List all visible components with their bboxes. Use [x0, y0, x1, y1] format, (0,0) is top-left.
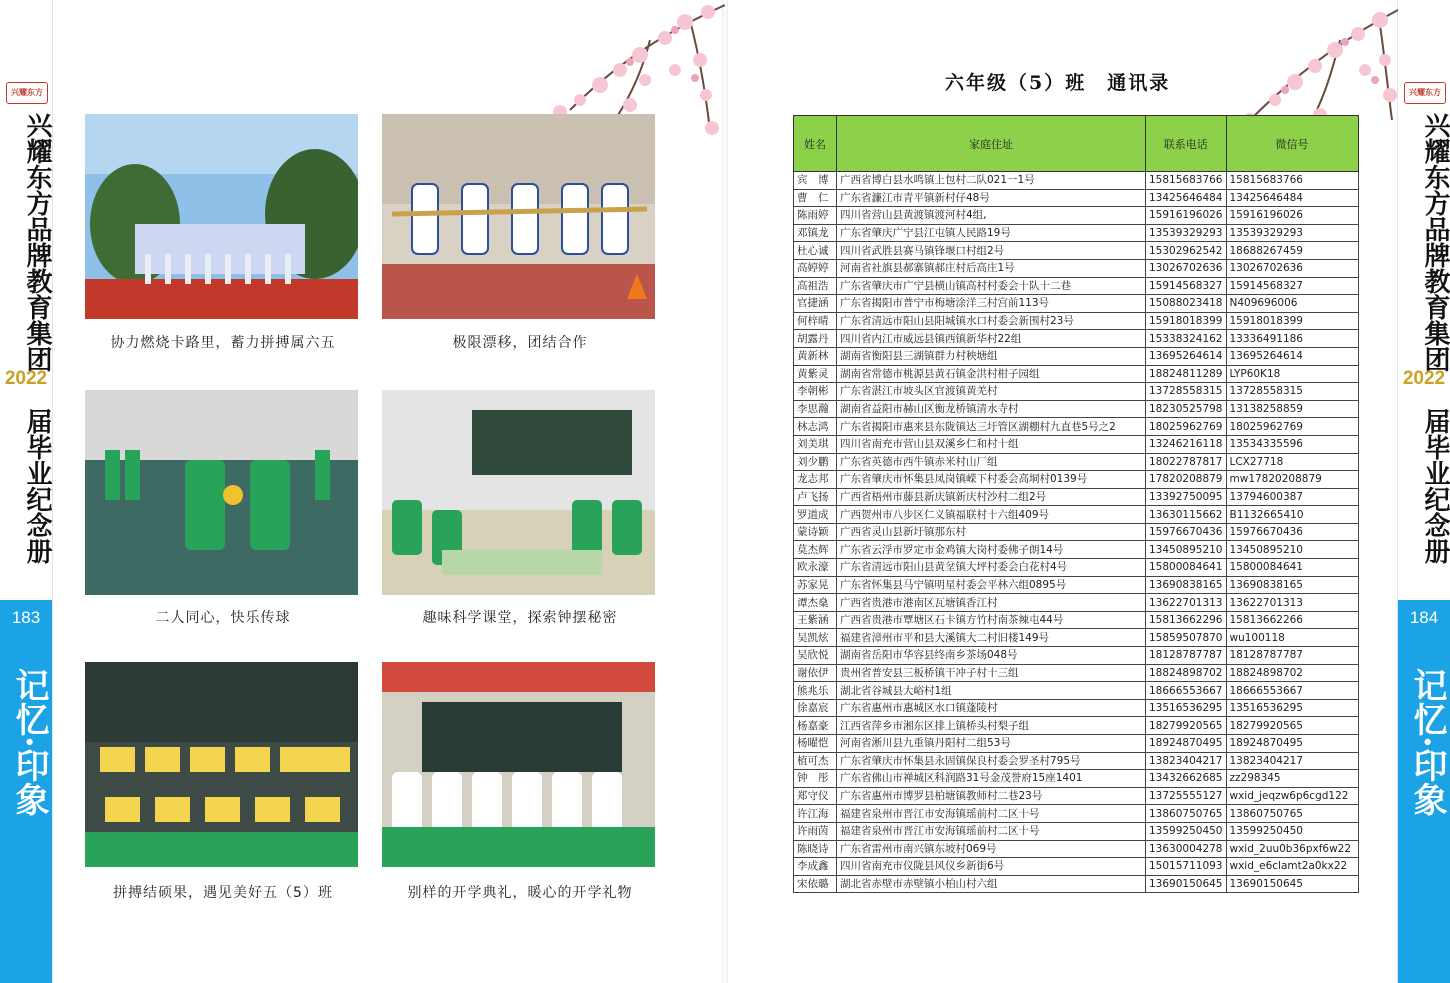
- phone-number: 13392750095: [1146, 488, 1227, 506]
- table-header-row: [794, 116, 1359, 172]
- home-address: 贵州省普安县三板桥镇干冲子村十三组: [837, 664, 1146, 682]
- student-name: 吴凯炫: [794, 629, 837, 647]
- phone-number: 15800084641: [1146, 559, 1227, 577]
- table-row: [794, 594, 1359, 612]
- wechat-id: LYP60K18: [1226, 365, 1358, 383]
- phone-number: 18666553667: [1146, 682, 1227, 700]
- student-name: 邓镇龙: [794, 224, 837, 242]
- wechat-id: 18924870495: [1226, 735, 1358, 753]
- home-address: 广东省清远市阳山县黄坌镇大坪村委会白花村4号: [837, 559, 1146, 577]
- student-name: 高婷婷: [794, 259, 837, 277]
- student-name: 刘美琪: [794, 435, 837, 453]
- phone-number: 13516536295: [1146, 699, 1227, 717]
- student-name: 宋依璐: [794, 875, 837, 893]
- table-row: [794, 330, 1359, 348]
- home-address: 广西省灵山县新圩镇那东村: [837, 523, 1146, 541]
- home-address: 江西省萍乡市湘东区排上镇桥头村梨子组: [837, 717, 1146, 735]
- header-wechat: 微信号: [1226, 116, 1358, 172]
- home-address: 广东省揭阳市普宁市梅塘涂洋三村宫前113号: [837, 295, 1146, 313]
- phone-number: 13690838165: [1146, 576, 1227, 594]
- table-row: [794, 242, 1359, 260]
- student-name: 杨嘉豪: [794, 717, 837, 735]
- photo-ball-passing: [85, 390, 358, 595]
- table-row: [794, 682, 1359, 700]
- home-address: 广东省肇庆市怀集县凤岗镇嵘下村委会高垌村0139号: [837, 471, 1146, 489]
- phone-number: 15859507870: [1146, 629, 1227, 647]
- table-row: [794, 647, 1359, 665]
- directory-title: 六年级（5）班 通讯录: [945, 72, 1171, 94]
- home-address: 广东省揭阳市惠来县东陇镇达三圩管区湖棚村九直巷5号之2: [837, 418, 1146, 436]
- home-address: 福建省泉州市晋江市安海镇瑶前村二区十号: [837, 805, 1146, 823]
- year-label: 2022: [1402, 368, 1446, 389]
- home-address: 广东省英德市西牛镇赤米村山厂组: [837, 453, 1146, 471]
- phone-number: 13860750765: [1146, 805, 1227, 823]
- edition-label: 届毕业纪念册: [22, 408, 52, 564]
- phone-number: 15916196026: [1146, 207, 1227, 225]
- photo-caption: 趣味科学课堂，探索钟摆秘密: [422, 610, 618, 626]
- page-number: 184: [1409, 608, 1439, 627]
- wechat-id: 13695264614: [1226, 347, 1358, 365]
- wechat-id: 13860750765: [1226, 805, 1358, 823]
- table-row: [794, 295, 1359, 313]
- phone-number: 18025962769: [1146, 418, 1227, 436]
- student-name: 杜心诚: [794, 242, 837, 260]
- student-name: 黄新林: [794, 347, 837, 365]
- table-row: [794, 347, 1359, 365]
- table-row: [794, 735, 1359, 753]
- home-address: 四川省南充市营山县双溪乡仁和村十组: [837, 435, 1146, 453]
- contact-table: [793, 115, 1359, 893]
- phone-number: 15914568327: [1146, 277, 1227, 295]
- student-name: 卢飞扬: [794, 488, 837, 506]
- phone-number: 18022787817: [1146, 453, 1227, 471]
- student-name: 李朝彬: [794, 383, 837, 401]
- wechat-id: 13728558315: [1226, 383, 1358, 401]
- student-name: 徐嘉宸: [794, 699, 837, 717]
- home-address: 广东省清远市阳山县阳城镇水口村委会新围村23号: [837, 312, 1146, 330]
- photo-opening-ceremony: [382, 662, 655, 867]
- home-address: 福建省漳州市平和县大溪镇大二村旧楼149号: [837, 629, 1146, 647]
- wechat-id: 18279920565: [1226, 717, 1358, 735]
- phone-number: 13026702636: [1146, 259, 1227, 277]
- phone-number: 15015711093: [1146, 858, 1227, 876]
- wechat-id: 15916196026: [1226, 207, 1358, 225]
- wechat-id: 13450895210: [1226, 541, 1358, 559]
- phone-number: 18279920565: [1146, 717, 1227, 735]
- student-name: 杨曜恺: [794, 735, 837, 753]
- home-address: 四川省武胜县赛马镇锋堰口村组2号: [837, 242, 1146, 260]
- wechat-id: 15914568327: [1226, 277, 1358, 295]
- wechat-id: 13138258859: [1226, 400, 1358, 418]
- phone-number: 13630115662: [1146, 506, 1227, 524]
- wechat-id: 13599250450: [1226, 822, 1358, 840]
- home-address: 广西省贵港市覃塘区石卡镇方竹村南茶辣屯44号: [837, 611, 1146, 629]
- phone-number: 13450895210: [1146, 541, 1227, 559]
- wechat-id: wu100118: [1226, 629, 1358, 647]
- table-row: [794, 541, 1359, 559]
- phone-number: 15338324162: [1146, 330, 1227, 348]
- edition-label: 届毕业纪念册: [1420, 408, 1450, 564]
- wechat-id: 15813662266: [1226, 611, 1358, 629]
- home-address: 广西省贵港市港南区瓦塘镇香江村: [837, 594, 1146, 612]
- home-address: 广东省湛江市坡头区官渡镇黄羌村: [837, 383, 1146, 401]
- wechat-id: 13823404217: [1226, 752, 1358, 770]
- table-row: [794, 576, 1359, 594]
- brand-logo: 兴耀东方: [6, 82, 48, 104]
- student-name: 宾 博: [794, 172, 837, 190]
- group-name: 兴耀东方品牌教育集团: [1420, 112, 1450, 372]
- wechat-id: 13794600387: [1226, 488, 1358, 506]
- home-address: 广东省濂江市青平镇新村仔48号: [837, 189, 1146, 207]
- table-row: [794, 822, 1359, 840]
- student-name: 黄紫灵: [794, 365, 837, 383]
- student-name: 吴欣悦: [794, 647, 837, 665]
- header-phone: 联系电话: [1146, 116, 1227, 172]
- wechat-id: zz298345: [1226, 770, 1358, 788]
- group-name: 兴耀东方品牌教育集团: [22, 112, 52, 372]
- phone-number: 13622701313: [1146, 594, 1227, 612]
- table-row: [794, 189, 1359, 207]
- phone-number: 13690150645: [1146, 875, 1227, 893]
- header-name: 姓名: [794, 116, 837, 172]
- student-name: 谢依伊: [794, 664, 837, 682]
- student-name: 胡露丹: [794, 330, 837, 348]
- phone-number: 13599250450: [1146, 822, 1227, 840]
- student-name: 谭杰燊: [794, 594, 837, 612]
- home-address: 广西贺州市八步区仁义镇福联村十六组409号: [837, 506, 1146, 524]
- table-row: [794, 277, 1359, 295]
- student-name: 官捷涵: [794, 295, 837, 313]
- wechat-id: 15918018399: [1226, 312, 1358, 330]
- wechat-id: 18025962769: [1226, 418, 1358, 436]
- photo-tug-of-war: [382, 114, 655, 319]
- phone-number: 15976670436: [1146, 523, 1227, 541]
- photo-stage-performance: [85, 114, 358, 319]
- wechat-id: 13026702636: [1226, 259, 1358, 277]
- student-name: 蒙诗颖: [794, 523, 837, 541]
- table-row: [794, 435, 1359, 453]
- student-name: 许江海: [794, 805, 837, 823]
- wechat-id: 18824898702: [1226, 664, 1358, 682]
- table-row: [794, 312, 1359, 330]
- student-name: 曹 仁: [794, 189, 837, 207]
- wechat-id: 13516536295: [1226, 699, 1358, 717]
- student-name: 王紫涵: [794, 611, 837, 629]
- student-name: 许雨茵: [794, 822, 837, 840]
- home-address: 广东省肇庆市怀集县永固镇保良村委会罗圣村795号: [837, 752, 1146, 770]
- student-name: 高祖浩: [794, 277, 837, 295]
- photo-award-group: [85, 662, 358, 867]
- table-row: [794, 259, 1359, 277]
- student-name: 陈晓诗: [794, 840, 837, 858]
- wechat-id: B1132665410: [1226, 506, 1358, 524]
- home-address: 广东省惠州市惠城区水口镇蓬陵村: [837, 699, 1146, 717]
- table-row: [794, 224, 1359, 242]
- wechat-id: wxid_2uu0b36pxf6w22: [1226, 840, 1358, 858]
- home-address: 广西省梧州市藤县新庆镇新庆村沙村二组2号: [837, 488, 1146, 506]
- student-name: 莫杰辉: [794, 541, 837, 559]
- home-address: 河南省淅川县九重镇丹阳村二组53号: [837, 735, 1146, 753]
- student-name: 欧永濠: [794, 559, 837, 577]
- wechat-id: 18688267459: [1226, 242, 1358, 260]
- phone-number: 15088023418: [1146, 295, 1227, 313]
- left-side-strip: [0, 0, 53, 983]
- wechat-id: 18128787787: [1226, 647, 1358, 665]
- table-row: [794, 840, 1359, 858]
- home-address: 广东省雷州市南兴镇东坡村069号: [837, 840, 1146, 858]
- wechat-id: 18666553667: [1226, 682, 1358, 700]
- year-label: 2022: [4, 368, 48, 389]
- table-row: [794, 611, 1359, 629]
- home-address: 广东省肇庆广宁县江屯镇人民路19号: [837, 224, 1146, 242]
- table-row: [794, 471, 1359, 489]
- table-row: [794, 699, 1359, 717]
- phone-number: 17820208879: [1146, 471, 1227, 489]
- phone-number: 13728558315: [1146, 383, 1227, 401]
- phone-number: 15302962542: [1146, 242, 1227, 260]
- student-name: 何梓晴: [794, 312, 837, 330]
- wechat-id: wxid_e6clamt2a0kx22: [1226, 858, 1358, 876]
- wechat-id: 13336491186: [1226, 330, 1358, 348]
- home-address: 湖南省岳阳市华容县终南乡茶场048号: [837, 647, 1146, 665]
- wechat-id: 13690838165: [1226, 576, 1358, 594]
- table-row: [794, 770, 1359, 788]
- phone-number: 18824898702: [1146, 664, 1227, 682]
- photo-caption: 协力燃烧卡路里，蓄力拼搏属六五: [110, 335, 336, 351]
- home-address: 广东省佛山市禅城区科润路31号金茂誉府15座1401: [837, 770, 1146, 788]
- home-address: 广东省肇庆市广宁县横山镇高村村委会十队十二巷: [837, 277, 1146, 295]
- photo-caption: 极限漂移，团结合作: [452, 335, 588, 351]
- photo-caption: 二人同心，快乐传球: [155, 610, 291, 626]
- wechat-id: 13425646484: [1226, 189, 1358, 207]
- table-row: [794, 383, 1359, 401]
- wechat-id: 13539329293: [1226, 224, 1358, 242]
- student-name: 熊兆乐: [794, 682, 837, 700]
- table-row: [794, 629, 1359, 647]
- wechat-id: 15976670436: [1226, 523, 1358, 541]
- table-row: [794, 365, 1359, 383]
- home-address: 湖南省益阳市赫山区衡龙桥镇清水寺村: [837, 400, 1146, 418]
- student-name: 李成鑫: [794, 858, 837, 876]
- phone-number: 13630004278: [1146, 840, 1227, 858]
- phone-number: 13432662685: [1146, 770, 1227, 788]
- phone-number: 18128787787: [1146, 647, 1227, 665]
- student-name: 苏家晃: [794, 576, 837, 594]
- table-row: [794, 805, 1359, 823]
- phone-number: 13539329293: [1146, 224, 1227, 242]
- student-name: 钟 彤: [794, 770, 837, 788]
- student-name: 刘少鹏: [794, 453, 837, 471]
- home-address: 河南省社旗县郝寨镇郝庄村后高庄1号: [837, 259, 1146, 277]
- table-row: [794, 418, 1359, 436]
- student-name: 陈雨婷: [794, 207, 837, 225]
- wechat-id: mw17820208879: [1226, 471, 1358, 489]
- home-address: 四川省营山县黄渡镇渡河村4组,: [837, 207, 1146, 225]
- phone-number: 13246216118: [1146, 435, 1227, 453]
- home-address: 湖南省衡阳县三湖镇群力村秧塘组: [837, 347, 1146, 365]
- page-number: 183: [11, 608, 41, 627]
- home-address: 广东省云浮市罗定市金鸡镇大岗村委佛子朗14号: [837, 541, 1146, 559]
- home-address: 广东省怀集县马宁镇明星村委会平林六组0895号: [837, 576, 1146, 594]
- table-row: [794, 787, 1359, 805]
- table-row: [794, 453, 1359, 471]
- phone-number: 15813662296: [1146, 611, 1227, 629]
- table-row: [794, 506, 1359, 524]
- phone-number: 13425646484: [1146, 189, 1227, 207]
- home-address: 四川省内江市威远县镇西镇新华村22组: [837, 330, 1146, 348]
- home-address: 湖北省赤壁市赤壁镇小柏山村六组: [837, 875, 1146, 893]
- table-row: [794, 858, 1359, 876]
- memory-label: 记忆·印象: [1407, 668, 1447, 816]
- wechat-id: wxid_jeqzw6p6cgd122: [1226, 787, 1358, 805]
- home-address: 湖北省谷城县大峪村1组: [837, 682, 1146, 700]
- wechat-id: LCX27718: [1226, 453, 1358, 471]
- table-row: [794, 752, 1359, 770]
- home-address: 广东省惠州市博罗县柏塘镇教师村二巷23号: [837, 787, 1146, 805]
- home-address: 福建省泉州市晋江市安海镇瑶前村二区十号: [837, 822, 1146, 840]
- home-address: 广西省博白县水鸣镇上包村二队021一1号: [837, 172, 1146, 190]
- phone-number: 13725555127: [1146, 787, 1227, 805]
- wechat-id: 13622701313: [1226, 594, 1358, 612]
- wechat-id: 13690150645: [1226, 875, 1358, 893]
- photo-caption: 拼搏结硕果，遇见美好五（5）班: [113, 885, 333, 901]
- table-row: [794, 172, 1359, 190]
- student-name: 植可杰: [794, 752, 837, 770]
- home-address: 四川省南充市仪陇县风仪乡新街6号: [837, 858, 1146, 876]
- header-address: 家庭住址: [837, 116, 1146, 172]
- wechat-id: N409696006: [1226, 295, 1358, 313]
- wechat-id: 15815683766: [1226, 172, 1358, 190]
- right-side-strip: [1397, 0, 1450, 983]
- table-row: [794, 523, 1359, 541]
- table-row: [794, 875, 1359, 893]
- phone-number: 13823404217: [1146, 752, 1227, 770]
- table-row: [794, 488, 1359, 506]
- table-row: [794, 559, 1359, 577]
- table-row: [794, 717, 1359, 735]
- phone-number: 15815683766: [1146, 172, 1227, 190]
- student-name: 龙志邦: [794, 471, 837, 489]
- phone-number: 15918018399: [1146, 312, 1227, 330]
- student-name: 罗道成: [794, 506, 837, 524]
- phone-number: 18230525798: [1146, 400, 1227, 418]
- table-row: [794, 207, 1359, 225]
- memory-label: 记忆·印象: [9, 668, 49, 816]
- table-row: [794, 664, 1359, 682]
- phone-number: 18824811289: [1146, 365, 1227, 383]
- student-name: 李思瀚: [794, 400, 837, 418]
- table-row: [794, 400, 1359, 418]
- photo-caption: 别样的开学典礼，暖心的开学礼物: [407, 885, 633, 901]
- home-address: 湖南省常德市桃源县黄石镇金洪村柑子园组: [837, 365, 1146, 383]
- student-name: 林志鸿: [794, 418, 837, 436]
- brand-logo: 兴耀东方: [1404, 82, 1446, 104]
- phone-number: 13695264614: [1146, 347, 1227, 365]
- phone-number: 18924870495: [1146, 735, 1227, 753]
- wechat-id: 13534335596: [1226, 435, 1358, 453]
- student-name: 郑守仪: [794, 787, 837, 805]
- wechat-id: 15800084641: [1226, 559, 1358, 577]
- photo-science-class: [382, 390, 655, 595]
